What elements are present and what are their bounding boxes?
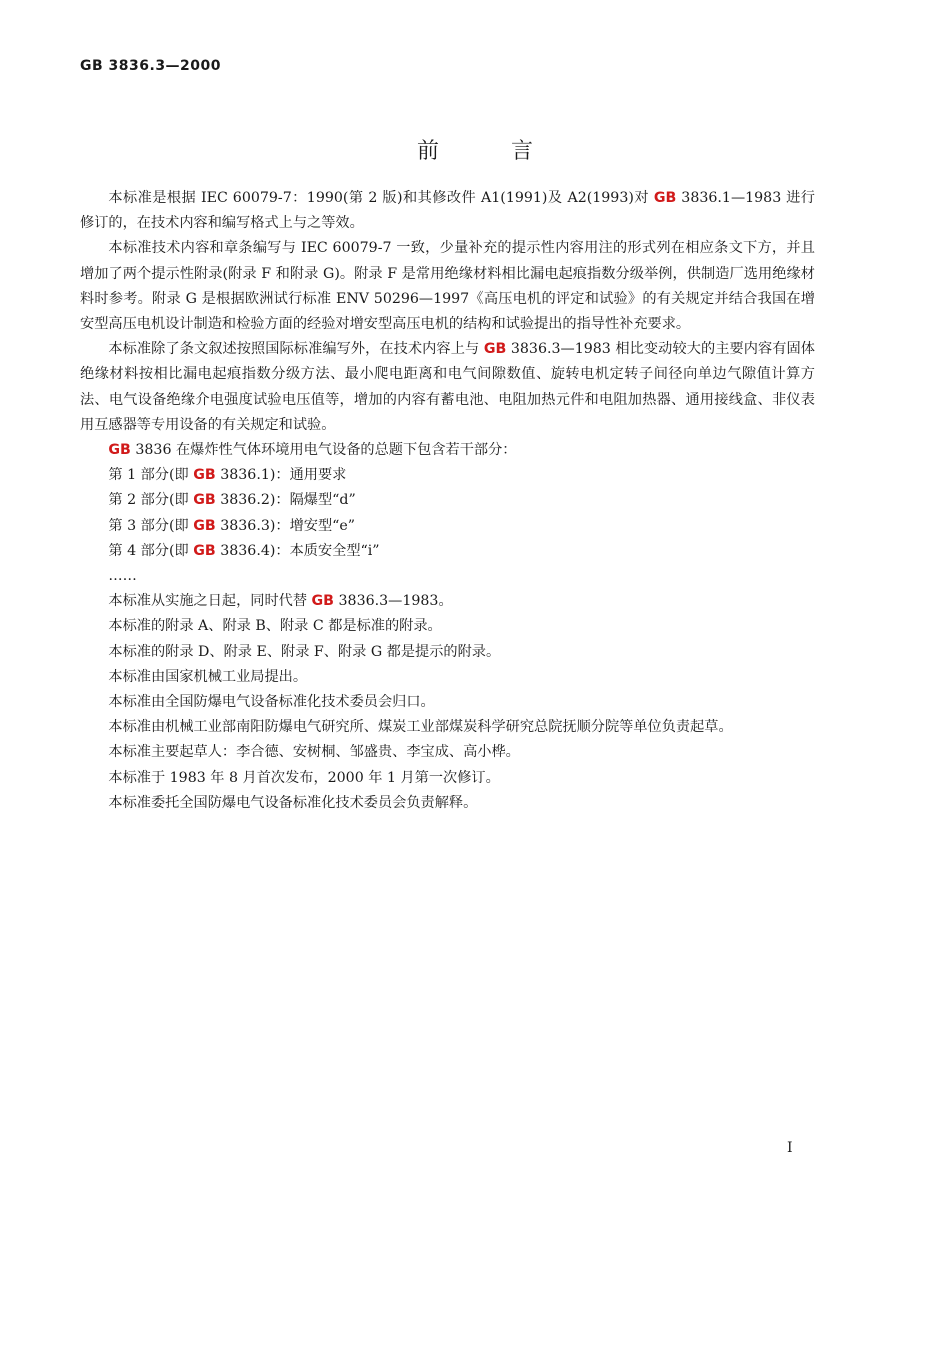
paragraph: 本标准由机械工业部南阳防爆电气研究所、煤炭工业部煤炭科学研究总院抚顺分院等单位负责起草。: [108, 719, 733, 736]
part-list-item: 第 2 部分(即 GB 3836.2)：隔爆型“d”: [108, 492, 356, 509]
part-list-item: 第 4 部分(即 GB 3836.4)：本质安全型“i”: [108, 542, 380, 559]
page-title: 前言: [416, 139, 605, 164]
part-list-item: 第 1 部分(即 GB 3836.1)：通用要求: [108, 467, 347, 484]
paragraph: 本标准由全国防爆电气设备标准化技术委员会归口。: [108, 694, 435, 711]
paragraph: 本标准是根据 IEC 60079-7：1990(第 2 版)和其修改件 A1(1991)及 A2(1993)对 GB 3836.1—1983 进行修订的，在技术内容和编写格式上与之等效。: [80, 190, 815, 232]
gb-mark: GB: [311, 593, 334, 610]
paragraph: 本标准委托全国防爆电气设备标准化技术委员会负责解释。: [108, 794, 478, 811]
paragraph: 本标准的附录 A、附录 B、附录 C 都是标准的附录。: [108, 618, 442, 635]
standard-code-header: GB 3836.3—2000: [80, 58, 222, 74]
paragraph: 本标准主要起草人：李合德、安树桐、邹盛贵、李宝成、高小桦。: [108, 744, 520, 761]
gb-mark: GB: [193, 542, 216, 559]
gb-mark: GB: [193, 467, 216, 484]
paragraph: 本标准由国家机械工业局提出。: [108, 668, 308, 685]
paragraph: 本标准的附录 D、附录 E、附录 F、附录 G 都是提示的附录。: [108, 643, 501, 660]
paragraph: GB 3836 在爆炸性气体环境用电气设备的总题下包含若干部分：: [108, 442, 517, 459]
gb-mark: GB: [108, 442, 131, 459]
foreword-body: [80, 186, 815, 816]
paragraph: 本标准技术内容和章条编写与 IEC 60079-7 一致，少量补充的提示性内容用注的形式列在相应条文下方，并且增加了两个提示性附录(附录 F 和附录 G)。附录 F 是常用绝缘材料相比漏电起痕指数分级举例，供制造厂选用绝缘材料时参考。附录 G 是根据欧洲试行标准 ENV 50296—1997《高压电机的评定和试验》的有关规定并结合我国在增安型高压电机设计制造和检验方面的经验对增安型高压电机的结构和试验提出的指导性补充要求。: [80, 240, 815, 333]
part-list-item: 第 3 部分(即 GB 3836.3)：增安型“e”: [108, 517, 356, 534]
ellipsis: ……: [108, 568, 137, 585]
paragraph: 本标准从实施之日起，同时代替 GB 3836.3—1983。: [108, 593, 453, 610]
gb-mark: GB: [653, 190, 677, 206]
gb-mark: GB: [483, 341, 507, 358]
gb-mark: GB: [193, 492, 216, 509]
gb-mark: GB: [193, 517, 216, 534]
paragraph: 本标准除了条文叙述按照国际标准编写外，在技术内容上与 GB 3836.3—1983 相比变动较大的主要内容有固体绝缘材料按相比漏电起痕指数分级方法、最小爬电距离和电气间隙数值、旋转电机定转子间径向单边气隙值计算方法、电气设备绝缘介电强度试验电压值等，增加的内容有蓄电池、电阻加热元件和电阻加热器、通用接线盒、非仪表用互感器等专用设备的有关规定和试验。: [80, 341, 815, 433]
page-number: I: [787, 1140, 793, 1156]
paragraph: 本标准于 1983 年 8 月首次发布，2000 年 1 月第一次修订。: [108, 769, 500, 786]
